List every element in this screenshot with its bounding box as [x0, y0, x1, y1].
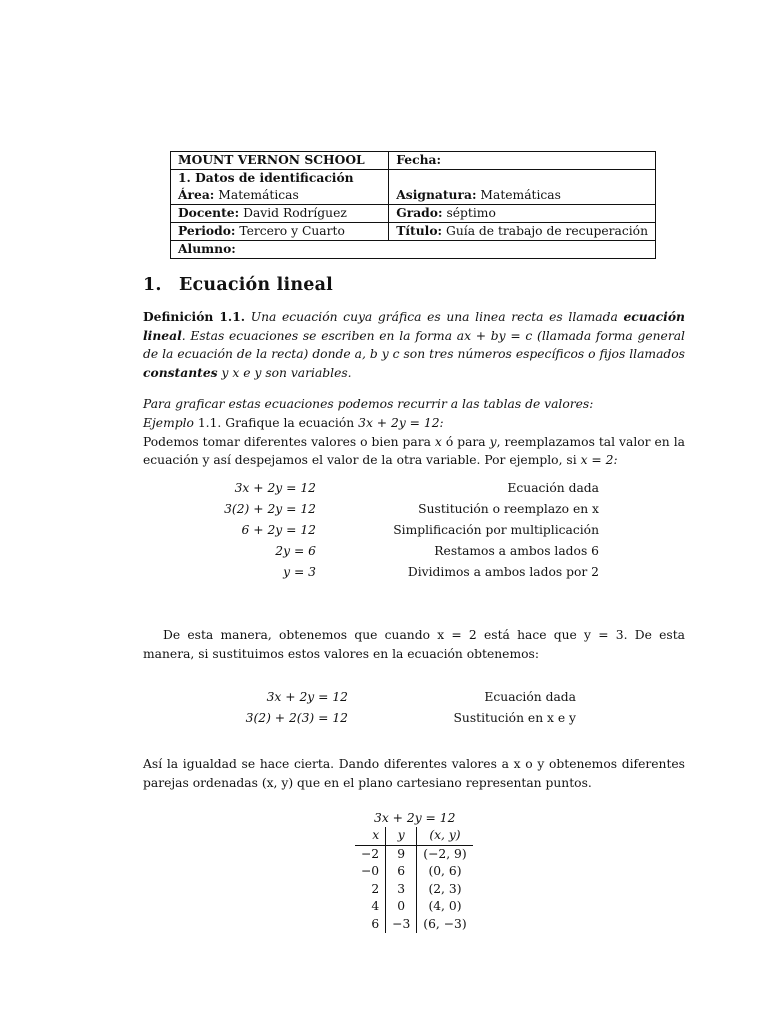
area-cell	[171, 187, 389, 205]
table-row	[171, 205, 656, 223]
check-equation: 3x + 2y = 12	[266, 690, 348, 704]
variable-y: y	[489, 434, 497, 449]
values-table	[355, 827, 473, 933]
values-table-caption: 3x + 2y = 12	[374, 811, 456, 825]
section-heading	[143, 275, 333, 295]
term-ecuacion-lineal: ecuación lineal	[143, 309, 685, 343]
table-row	[355, 881, 473, 899]
periodo-cell	[171, 223, 389, 241]
table-cell: 3	[386, 881, 417, 899]
definition-text: e	[243, 365, 251, 380]
step-note: Simplificación por multiplicación	[393, 523, 599, 537]
tables-intro: Para graficar estas ecuaciones podemos recurrir a las tablas de valores:	[143, 397, 594, 411]
term-constantes: constantes	[143, 364, 218, 380]
fecha-cell	[389, 152, 656, 170]
definition-text: (llamada forma general de la ecuación de la recta) donde	[143, 328, 685, 361]
step-equation: 6 + 2y = 12	[241, 523, 316, 537]
docente-cell	[171, 205, 389, 223]
alumno-cell	[171, 241, 656, 259]
table-cell: 6	[386, 863, 417, 881]
identification-table	[170, 151, 656, 259]
table-cell: (4, 0)	[428, 899, 462, 913]
alumno-label: Alumno:	[178, 241, 236, 256]
table-header-row	[355, 827, 473, 845]
example-paragraph	[143, 414, 685, 470]
grado-label: Grado:	[396, 205, 443, 220]
asignatura-label: Asignatura:	[396, 187, 477, 202]
check-note: Sustitución en x e y	[453, 711, 576, 725]
table-cell: −3	[386, 916, 417, 934]
table-cell: 2	[355, 881, 386, 899]
step-note: Restamos a ambos lados 6	[434, 544, 599, 558]
check-note: Ecuación dada	[484, 690, 576, 704]
check-equation: 3(2) + 2(3) = 12	[245, 711, 348, 725]
column-header: (x, y)	[417, 827, 473, 845]
definition-text: y	[221, 365, 229, 380]
titulo-value: Guía de trabajo de recuperación	[446, 224, 648, 238]
datos-identificacion-label: 1. Datos de identificación	[171, 170, 389, 188]
step-note: Sustitución o reemplazo en x	[418, 502, 599, 516]
example-body: Podemos tomar diferentes valores o bien para	[143, 434, 431, 449]
table-cell: −2	[355, 845, 386, 863]
example-body: , reemplazamos tal valor en la ecuación y así despejamos el valor de la otra variable. Por ejemplo, si	[143, 434, 685, 467]
table-row	[171, 241, 656, 259]
table-row	[355, 845, 473, 863]
definition-text: son tres números específicos o fijos llamados	[403, 347, 685, 361]
school-name: MOUNT VERNON SCHOOL	[171, 152, 389, 170]
periodo-label: Periodo:	[178, 223, 236, 238]
table-cell: (6, −3)	[423, 916, 467, 931]
definition-paragraph	[143, 308, 685, 382]
column-header: x	[355, 827, 386, 845]
general-form-formula: ax + by = c	[456, 328, 533, 343]
definition-text: Una ecuación cuya gráfica es una linea recta es llamada	[250, 310, 618, 324]
table-cell: −0	[355, 863, 386, 881]
titulo-label: Título:	[396, 223, 443, 238]
table-row	[171, 170, 656, 188]
table-row	[171, 223, 656, 241]
variable-y: y	[254, 365, 262, 380]
asignatura-cell	[389, 187, 656, 205]
titulo-cell	[389, 223, 656, 241]
constants-vars: a, b y c	[354, 347, 400, 361]
example-condition: x = 2:	[580, 453, 618, 467]
table-cell: 4	[355, 898, 386, 916]
definition-label: Definición 1.1.	[143, 309, 246, 324]
definition-text: son variables.	[265, 365, 352, 380]
example-body: ó para	[445, 434, 486, 449]
column-header: y	[386, 827, 417, 845]
periodo-value: Tercero y Cuarto	[239, 224, 345, 238]
variable-x: x	[232, 365, 240, 380]
section-title: Ecuación lineal	[179, 275, 333, 295]
result-paragraph: De esta manera, obtenemos que cuando x = 2 está hace que y = 3. De esta manera, si sustituimos estos valores en la ecuación obtenemos:	[143, 628, 685, 661]
asignatura-value: Matemáticas	[480, 188, 561, 202]
table-cell: (2, 3)	[428, 881, 462, 896]
grado-value: séptimo	[446, 206, 496, 220]
step-note: Ecuación dada	[507, 481, 599, 495]
step-note: Dividimos a ambos lados por 2	[407, 565, 599, 579]
definition-text: . Estas ecuaciones se escriben en la forma	[181, 328, 453, 343]
step-equation: 3(2) + 2y = 12	[224, 502, 316, 516]
table-cell: 9	[386, 845, 417, 863]
table-cell: (−2, 9)	[423, 846, 467, 861]
example-number: 1.1.	[197, 416, 222, 430]
table-row	[355, 916, 473, 934]
area-label: Área:	[178, 187, 215, 202]
step-equation: 2y = 6	[275, 544, 316, 558]
example-label: Ejemplo	[143, 416, 194, 430]
table-cell: 0	[386, 898, 417, 916]
example-text: Grafique la ecuación	[225, 416, 355, 430]
area-value: Matemáticas	[218, 188, 299, 202]
table-cell: 6	[355, 916, 386, 934]
ordered-pairs-paragraph: Así la igualdad se hace cierta. Dando diferentes valores a x o y obtenemos diferentes parejas ordenadas (x, y) que en el plano cartesiano representan puntos.	[143, 757, 685, 790]
table-row	[171, 187, 656, 205]
example-equation: 3x + 2y = 12:	[358, 416, 444, 430]
fecha-label: Fecha:	[396, 152, 442, 167]
step-equation: 3x + 2y = 12	[234, 481, 316, 495]
variable-x: x	[434, 434, 442, 449]
docente-label: Docente:	[178, 205, 240, 220]
table-cell: (0, 6)	[428, 864, 462, 878]
step-equation: y = 3	[283, 565, 316, 579]
table-row	[355, 898, 473, 916]
table-row	[355, 863, 473, 881]
empty-cell	[389, 170, 656, 188]
table-row	[171, 152, 656, 170]
section-number: 1.	[143, 275, 162, 295]
docente-value: David Rodríguez	[243, 206, 347, 220]
grado-cell	[389, 205, 656, 223]
